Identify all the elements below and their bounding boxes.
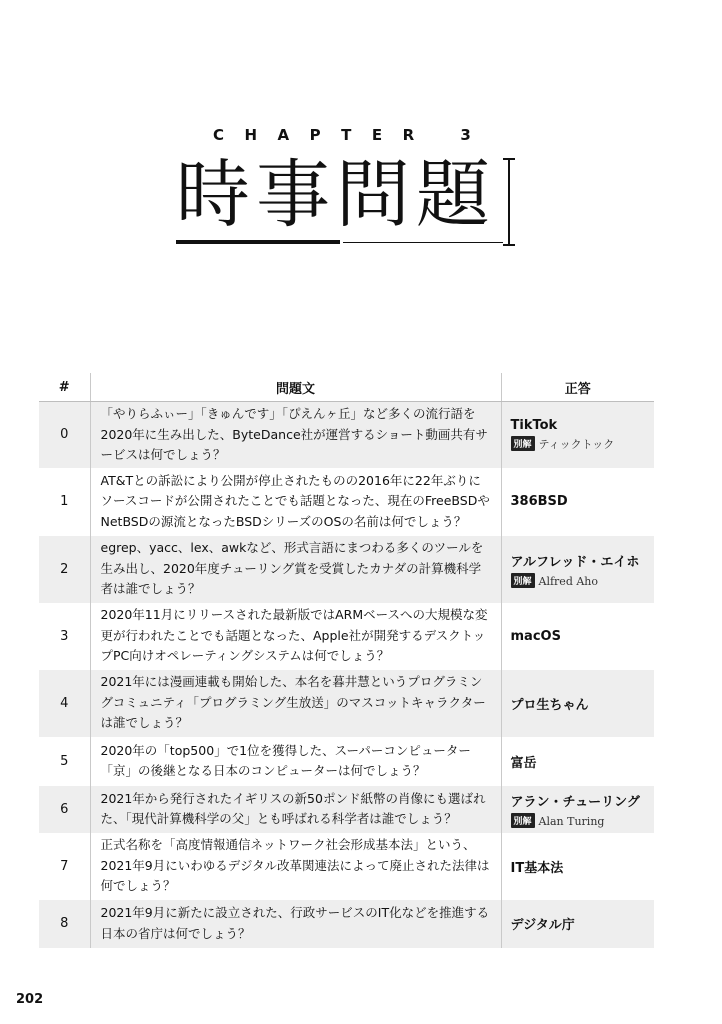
row-number: 5 [39,737,90,786]
table-header-row [39,373,654,402]
table-row [39,536,654,603]
answer-cell [501,536,654,603]
table-row [39,900,654,948]
title-underline-thick [176,240,340,244]
row-number: 7 [39,833,90,900]
chapter-title: 時事問題 [176,152,496,238]
answer-cell [501,737,654,786]
question-text: AT&Tとの訴訟により公開が停止されたものの2016年に22年ぶりにソースコードが公開されたことでも話題となった、現在のFreeBSDやNetBSDの源流となったBSDシリーズのOSの名前は何でしょう？ [90,468,501,536]
question-text: 2021年から発行されたイギリスの新50ポンド紙幣の肖像にも選ばれた、「現代計算機科学の父」とも呼ばれる科学者は誰でしょう？ [90,786,501,833]
question-text: 2020年の「top500」で1位を獲得した、スーパーコンピューター「京」の後継となる日本のコンピューターは何でしょう？ [90,737,501,786]
alternate-answer-badge: 別解 [511,436,535,451]
answer-text: アルフレッド・エイホ [510,554,640,570]
answer-text: macOS [510,628,561,644]
question-text: 2020年11月にリリースされた最新版ではARMベースへの大規模な変更が行われたことでも話題となった、Apple社が開発するデスクトップPC向けオペレーティングシステムは何でしょう？ [90,603,501,670]
alternate-answer-badge: 別解 [511,573,535,588]
answer-cell [501,402,654,468]
alternate-answer-text: Alan Turing [538,814,605,828]
answer-text: TikTok [510,417,558,433]
table-row [39,402,654,468]
question-text: 「やりらふぃー」「きゅんです」「ぴえんヶ丘」など多くの流行語を2020年に生み出した、ByteDance社が運営するショート動画共有サービスは何でしょう？ [90,402,501,468]
question-text: egrep、yacc、lex、awkなど、形式言語にまつわる多くのツールを生み出し、2020年度チューリング賞を受賞したカナダの計算機科学者は誰でしょう？ [90,536,501,603]
table-body [39,402,654,948]
answer-cell [501,468,654,536]
alternate-answer [511,573,647,588]
alternate-answer-text: ティックトック [538,437,615,451]
answer-text: デジタル庁 [510,918,575,933]
table-row [39,468,654,536]
header-question: 問題文 [90,373,501,402]
answer-cell [501,603,654,670]
answer-cell [501,786,654,833]
answer-text: IT基本法 [510,860,564,876]
answer-text: アラン・チューリング [510,794,640,810]
row-number: 8 [39,900,90,948]
alternate-answer [511,436,647,452]
answer-text: プロ生ちゃん [510,697,589,713]
row-number: 6 [39,786,90,833]
table-row [39,833,654,900]
page-number: 202 [16,992,44,1007]
title-bracket-top [503,158,515,160]
answer-cell [501,900,654,948]
chapter-label: CHAPTER 3 [213,126,492,144]
alternate-answer-text: Alfred Aho [538,574,599,588]
question-text: 2021年には漫画連載も開始した、本名を暮井慧というプログラミングコミュニティ「プログラミング生放送」のマスコットキャラクターは誰でしょう？ [90,670,501,737]
table-row [39,737,654,786]
table-row [39,786,654,833]
title-bracket [508,158,510,246]
answer-text: 富岳 [510,755,537,771]
table-row [39,603,654,670]
answer-cell [501,833,654,900]
row-number: 4 [39,670,90,737]
title-underline-thin [343,242,503,243]
row-number: 0 [39,402,90,468]
question-text: 正式名称を「高度情報通信ネットワーク社会形成基本法」という、2021年9月にいわゆるデジタル改革関連法によって廃止された法律は何でしょう？ [90,833,501,900]
answer-text: 386BSD [510,494,568,509]
alternate-answer [511,813,647,828]
alternate-answer-badge: 別解 [511,813,535,828]
header-number: # [39,373,90,402]
header-answer: 正答 [501,373,654,402]
row-number: 1 [39,468,90,536]
answer-cell [501,670,654,737]
question-text: 2021年9月に新たに設立された、行政サービスのIT化などを推進する日本の省庁は何でしょう？ [90,900,501,948]
quiz-table [39,373,654,948]
table-row [39,670,654,737]
row-number: 3 [39,603,90,670]
title-bracket-bottom [503,244,515,246]
row-number: 2 [39,536,90,603]
